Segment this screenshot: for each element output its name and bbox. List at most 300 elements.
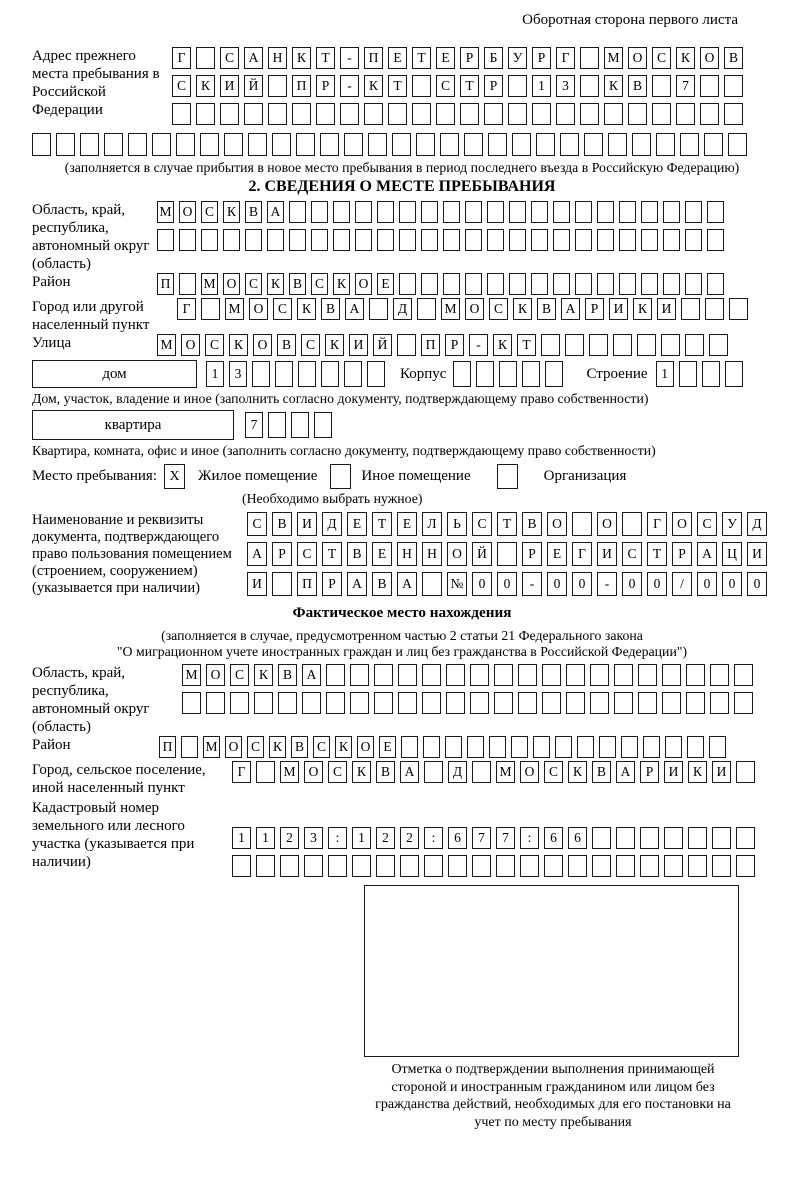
char-box[interactable] (326, 664, 345, 686)
char-box[interactable] (333, 229, 350, 251)
char-box[interactable]: Д (448, 761, 467, 783)
char-box[interactable]: Ь (447, 512, 467, 536)
char-box[interactable] (536, 133, 555, 156)
char-box[interactable]: С (328, 761, 347, 783)
char-box[interactable]: / (672, 572, 692, 596)
char-box[interactable] (553, 229, 570, 251)
char-box[interactable] (350, 692, 369, 714)
char-box[interactable] (268, 103, 287, 125)
char-box[interactable] (423, 736, 440, 758)
char-box[interactable]: 0 (722, 572, 742, 596)
char-box[interactable] (531, 273, 548, 295)
char-box[interactable]: Т (517, 334, 536, 356)
char-box[interactable] (616, 855, 635, 877)
char-box[interactable] (724, 103, 743, 125)
char-box[interactable] (56, 133, 75, 156)
char-box[interactable]: Е (397, 512, 417, 536)
char-box[interactable] (311, 201, 328, 223)
char-box[interactable]: С (313, 736, 330, 758)
checkbox-organizatsiya[interactable] (497, 464, 518, 489)
char-box[interactable]: О (520, 761, 539, 783)
char-box[interactable] (487, 273, 504, 295)
char-box[interactable]: В (289, 273, 306, 295)
char-box[interactable] (201, 229, 218, 251)
char-box[interactable] (628, 103, 647, 125)
char-box[interactable] (512, 133, 531, 156)
char-box[interactable] (392, 133, 411, 156)
char-box[interactable] (272, 133, 291, 156)
char-box[interactable]: С (622, 542, 642, 566)
char-box[interactable]: П (297, 572, 317, 596)
char-box[interactable]: С (220, 47, 239, 69)
char-box[interactable] (565, 334, 584, 356)
char-box[interactable] (440, 133, 459, 156)
char-box[interactable] (707, 201, 724, 223)
char-box[interactable] (182, 692, 201, 714)
char-box[interactable]: С (472, 512, 492, 536)
char-box[interactable] (494, 692, 513, 714)
char-box[interactable]: С (273, 298, 292, 320)
char-box[interactable] (592, 855, 611, 877)
char-box[interactable] (700, 75, 719, 97)
char-box[interactable] (724, 75, 743, 97)
char-box[interactable]: К (335, 736, 352, 758)
char-box[interactable] (292, 103, 311, 125)
char-box[interactable]: 3 (229, 361, 247, 387)
char-box[interactable] (522, 361, 540, 387)
char-box[interactable] (314, 412, 332, 438)
char-box[interactable] (725, 361, 743, 387)
char-box[interactable]: 6 (544, 827, 563, 849)
char-box[interactable] (248, 133, 267, 156)
char-box[interactable] (707, 229, 724, 251)
char-box[interactable] (367, 361, 385, 387)
char-box[interactable]: 7 (496, 827, 515, 849)
char-box[interactable] (152, 133, 171, 156)
char-box[interactable]: С (301, 334, 320, 356)
char-box[interactable]: О (357, 736, 374, 758)
char-box[interactable] (275, 361, 293, 387)
char-box[interactable]: М (604, 47, 623, 69)
char-box[interactable] (377, 201, 394, 223)
char-box[interactable]: С (311, 273, 328, 295)
char-box[interactable]: 6 (448, 827, 467, 849)
char-box[interactable]: А (345, 298, 364, 320)
char-box[interactable] (424, 761, 443, 783)
char-box[interactable] (736, 855, 755, 877)
char-box[interactable] (641, 229, 658, 251)
char-box[interactable] (412, 103, 431, 125)
char-box[interactable] (652, 75, 671, 97)
char-box[interactable] (643, 736, 660, 758)
char-box[interactable] (320, 133, 339, 156)
char-box[interactable] (272, 572, 292, 596)
char-box[interactable]: 1 (232, 827, 251, 849)
char-box[interactable]: Е (547, 542, 567, 566)
char-box[interactable] (545, 361, 563, 387)
char-box[interactable] (445, 736, 462, 758)
char-box[interactable] (399, 273, 416, 295)
char-box[interactable] (128, 133, 147, 156)
char-box[interactable] (641, 273, 658, 295)
char-box[interactable] (467, 736, 484, 758)
char-box[interactable]: М (182, 664, 201, 686)
char-box[interactable]: К (688, 761, 707, 783)
char-box[interactable]: Г (647, 512, 667, 536)
char-box[interactable] (556, 103, 575, 125)
char-box[interactable] (422, 664, 441, 686)
char-box[interactable]: 1 (352, 827, 371, 849)
char-box[interactable]: 0 (572, 572, 592, 596)
char-box[interactable] (614, 664, 633, 686)
char-box[interactable] (340, 103, 359, 125)
char-box[interactable] (688, 827, 707, 849)
char-box[interactable] (443, 229, 460, 251)
char-box[interactable] (661, 334, 680, 356)
char-box[interactable]: Д (747, 512, 767, 536)
char-box[interactable] (734, 692, 753, 714)
char-box[interactable] (200, 133, 219, 156)
char-box[interactable] (172, 103, 191, 125)
char-box[interactable] (496, 855, 515, 877)
char-box[interactable] (465, 273, 482, 295)
char-box[interactable] (707, 273, 724, 295)
char-box[interactable]: Р (445, 334, 464, 356)
char-box[interactable]: Е (436, 47, 455, 69)
char-box[interactable]: О (465, 298, 484, 320)
char-box[interactable]: : (328, 827, 347, 849)
char-box[interactable] (352, 855, 371, 877)
char-box[interactable]: К (513, 298, 532, 320)
char-box[interactable] (590, 692, 609, 714)
checkbox-inoe[interactable] (330, 464, 351, 489)
char-box[interactable] (508, 75, 527, 97)
char-box[interactable] (472, 855, 491, 877)
char-box[interactable]: К (352, 761, 371, 783)
char-box[interactable]: 1 (656, 361, 674, 387)
char-box[interactable] (632, 133, 651, 156)
char-box[interactable]: 0 (497, 572, 517, 596)
char-box[interactable]: М (496, 761, 515, 783)
char-box[interactable] (487, 229, 504, 251)
char-box[interactable] (736, 761, 755, 783)
char-box[interactable]: О (700, 47, 719, 69)
char-box[interactable] (685, 201, 702, 223)
char-box[interactable]: Р (460, 47, 479, 69)
char-box[interactable] (465, 229, 482, 251)
char-box[interactable] (687, 736, 704, 758)
char-box[interactable] (196, 47, 215, 69)
char-box[interactable]: И (664, 761, 683, 783)
char-box[interactable]: 2 (280, 827, 299, 849)
char-box[interactable]: В (537, 298, 556, 320)
char-box[interactable]: Л (422, 512, 442, 536)
char-box[interactable] (398, 664, 417, 686)
char-box[interactable]: П (421, 334, 440, 356)
char-box[interactable] (421, 273, 438, 295)
char-box[interactable] (681, 298, 700, 320)
char-box[interactable] (476, 361, 494, 387)
char-box[interactable] (518, 664, 537, 686)
char-box[interactable] (572, 512, 592, 536)
char-box[interactable] (652, 103, 671, 125)
char-box[interactable]: В (376, 761, 395, 783)
char-box[interactable] (311, 229, 328, 251)
char-box[interactable]: О (179, 201, 196, 223)
char-box[interactable] (465, 201, 482, 223)
char-box[interactable]: К (493, 334, 512, 356)
char-box[interactable]: К (364, 75, 383, 97)
char-box[interactable]: М (225, 298, 244, 320)
char-box[interactable]: И (657, 298, 676, 320)
char-box[interactable]: О (547, 512, 567, 536)
char-box[interactable] (417, 298, 436, 320)
char-box[interactable] (679, 361, 697, 387)
char-box[interactable] (377, 229, 394, 251)
char-box[interactable]: Т (412, 47, 431, 69)
char-box[interactable]: - (340, 75, 359, 97)
char-box[interactable] (179, 273, 196, 295)
char-box[interactable] (712, 827, 731, 849)
char-box[interactable]: П (157, 273, 174, 295)
char-box[interactable] (220, 103, 239, 125)
char-box[interactable] (709, 334, 728, 356)
char-box[interactable] (686, 664, 705, 686)
char-box[interactable] (664, 855, 683, 877)
char-box[interactable]: С (297, 542, 317, 566)
char-box[interactable]: А (400, 761, 419, 783)
char-box[interactable] (443, 201, 460, 223)
char-box[interactable]: О (181, 334, 200, 356)
char-box[interactable] (412, 75, 431, 97)
char-box[interactable] (509, 201, 526, 223)
char-box[interactable]: К (254, 664, 273, 686)
char-box[interactable]: 7 (676, 75, 695, 97)
char-box[interactable] (422, 572, 442, 596)
char-box[interactable] (560, 133, 579, 156)
char-box[interactable] (685, 273, 702, 295)
char-box[interactable]: С (544, 761, 563, 783)
char-box[interactable] (364, 103, 383, 125)
char-box[interactable]: К (292, 47, 311, 69)
char-box[interactable] (201, 298, 220, 320)
char-box[interactable]: И (609, 298, 628, 320)
char-box[interactable]: - (597, 572, 617, 596)
char-box[interactable]: О (672, 512, 692, 536)
char-box[interactable] (289, 229, 306, 251)
char-box[interactable] (470, 692, 489, 714)
char-box[interactable] (619, 201, 636, 223)
char-box[interactable]: К (267, 273, 284, 295)
char-box[interactable] (316, 103, 335, 125)
char-box[interactable] (298, 361, 316, 387)
char-box[interactable] (422, 692, 441, 714)
char-box[interactable]: Р (532, 47, 551, 69)
char-box[interactable] (206, 692, 225, 714)
char-box[interactable] (580, 47, 599, 69)
char-box[interactable]: С (247, 736, 264, 758)
char-box[interactable] (400, 855, 419, 877)
char-box[interactable]: № (447, 572, 467, 596)
char-box[interactable]: Р (522, 542, 542, 566)
char-box[interactable] (326, 692, 345, 714)
char-box[interactable] (622, 512, 642, 536)
char-box[interactable] (104, 133, 123, 156)
char-box[interactable] (568, 855, 587, 877)
char-box[interactable] (448, 855, 467, 877)
char-box[interactable] (621, 736, 638, 758)
char-box[interactable] (614, 692, 633, 714)
char-box[interactable]: В (277, 334, 296, 356)
char-box[interactable]: Н (397, 542, 417, 566)
char-box[interactable]: О (225, 736, 242, 758)
char-box[interactable] (638, 664, 657, 686)
char-box[interactable]: В (272, 512, 292, 536)
char-box[interactable] (397, 334, 416, 356)
char-box[interactable]: У (508, 47, 527, 69)
char-box[interactable]: 0 (697, 572, 717, 596)
char-box[interactable]: Т (388, 75, 407, 97)
char-box[interactable] (728, 133, 747, 156)
char-box[interactable] (350, 664, 369, 686)
char-box[interactable]: С (247, 512, 267, 536)
char-box[interactable] (179, 229, 196, 251)
char-box[interactable] (702, 361, 720, 387)
char-box[interactable] (291, 412, 309, 438)
char-box[interactable] (640, 827, 659, 849)
char-box[interactable]: А (247, 542, 267, 566)
char-box[interactable] (421, 201, 438, 223)
char-box[interactable] (256, 761, 275, 783)
char-box[interactable] (224, 133, 243, 156)
char-box[interactable]: В (347, 542, 367, 566)
char-box[interactable] (399, 229, 416, 251)
char-box[interactable]: Р (640, 761, 659, 783)
char-box[interactable] (369, 298, 388, 320)
char-box[interactable] (499, 361, 517, 387)
char-box[interactable] (252, 361, 270, 387)
char-box[interactable] (32, 133, 51, 156)
char-box[interactable] (680, 133, 699, 156)
char-box[interactable] (589, 334, 608, 356)
char-box[interactable] (688, 855, 707, 877)
char-box[interactable] (494, 664, 513, 686)
char-box[interactable] (489, 736, 506, 758)
char-box[interactable] (663, 273, 680, 295)
char-box[interactable] (616, 827, 635, 849)
char-box[interactable] (268, 412, 286, 438)
char-box[interactable] (421, 229, 438, 251)
char-box[interactable]: А (616, 761, 635, 783)
char-box[interactable]: Г (177, 298, 196, 320)
char-box[interactable]: Р (322, 572, 342, 596)
char-box[interactable]: М (201, 273, 218, 295)
char-box[interactable]: С (230, 664, 249, 686)
char-box[interactable] (344, 361, 362, 387)
char-box[interactable] (289, 201, 306, 223)
char-box[interactable] (641, 201, 658, 223)
char-box[interactable]: Т (322, 542, 342, 566)
char-box[interactable]: Г (232, 761, 251, 783)
char-box[interactable] (232, 855, 251, 877)
char-box[interactable] (470, 664, 489, 686)
char-box[interactable] (344, 133, 363, 156)
char-box[interactable]: А (347, 572, 367, 596)
char-box[interactable] (685, 229, 702, 251)
char-box[interactable]: О (628, 47, 647, 69)
char-box[interactable] (374, 664, 393, 686)
char-box[interactable] (511, 736, 528, 758)
checkbox-zhiloe[interactable]: X (164, 464, 185, 489)
char-box[interactable]: Е (377, 273, 394, 295)
char-box[interactable]: В (628, 75, 647, 97)
char-box[interactable] (328, 855, 347, 877)
char-box[interactable]: Т (372, 512, 392, 536)
char-box[interactable] (736, 827, 755, 849)
char-box[interactable] (662, 664, 681, 686)
char-box[interactable]: М (441, 298, 460, 320)
char-box[interactable]: 1 (206, 361, 224, 387)
char-box[interactable]: С (205, 334, 224, 356)
char-box[interactable] (267, 229, 284, 251)
char-box[interactable]: С (245, 273, 262, 295)
char-box[interactable] (176, 133, 195, 156)
char-box[interactable]: И (220, 75, 239, 97)
char-box[interactable]: Т (647, 542, 667, 566)
char-box[interactable]: С (436, 75, 455, 97)
char-box[interactable] (388, 103, 407, 125)
char-box[interactable]: В (245, 201, 262, 223)
char-box[interactable] (663, 229, 680, 251)
char-box[interactable]: О (355, 273, 372, 295)
char-box[interactable]: О (597, 512, 617, 536)
char-box[interactable] (333, 201, 350, 223)
char-box[interactable] (566, 664, 585, 686)
char-box[interactable] (508, 103, 527, 125)
char-box[interactable]: Й (244, 75, 263, 97)
char-box[interactable]: Ц (722, 542, 742, 566)
char-box[interactable] (640, 855, 659, 877)
char-box[interactable]: Е (372, 542, 392, 566)
char-box[interactable]: И (712, 761, 731, 783)
char-box[interactable]: 6 (568, 827, 587, 849)
char-box[interactable]: 3 (304, 827, 323, 849)
char-box[interactable] (484, 103, 503, 125)
char-box[interactable]: П (292, 75, 311, 97)
char-box[interactable] (704, 133, 723, 156)
char-box[interactable] (710, 692, 729, 714)
char-box[interactable] (533, 736, 550, 758)
char-box[interactable]: М (157, 334, 176, 356)
char-box[interactable]: 0 (647, 572, 667, 596)
char-box[interactable] (604, 103, 623, 125)
char-box[interactable] (575, 273, 592, 295)
char-box[interactable] (453, 361, 471, 387)
char-box[interactable]: К (223, 201, 240, 223)
char-box[interactable]: К (333, 273, 350, 295)
char-box[interactable] (663, 201, 680, 223)
char-box[interactable]: С (201, 201, 218, 223)
char-box[interactable] (304, 855, 323, 877)
char-box[interactable] (376, 855, 395, 877)
char-box[interactable] (676, 103, 695, 125)
char-box[interactable] (196, 103, 215, 125)
char-box[interactable] (664, 827, 683, 849)
char-box[interactable]: О (304, 761, 323, 783)
char-box[interactable] (268, 75, 287, 97)
confirmation-stamp-box[interactable] (364, 885, 739, 1057)
char-box[interactable]: К (633, 298, 652, 320)
